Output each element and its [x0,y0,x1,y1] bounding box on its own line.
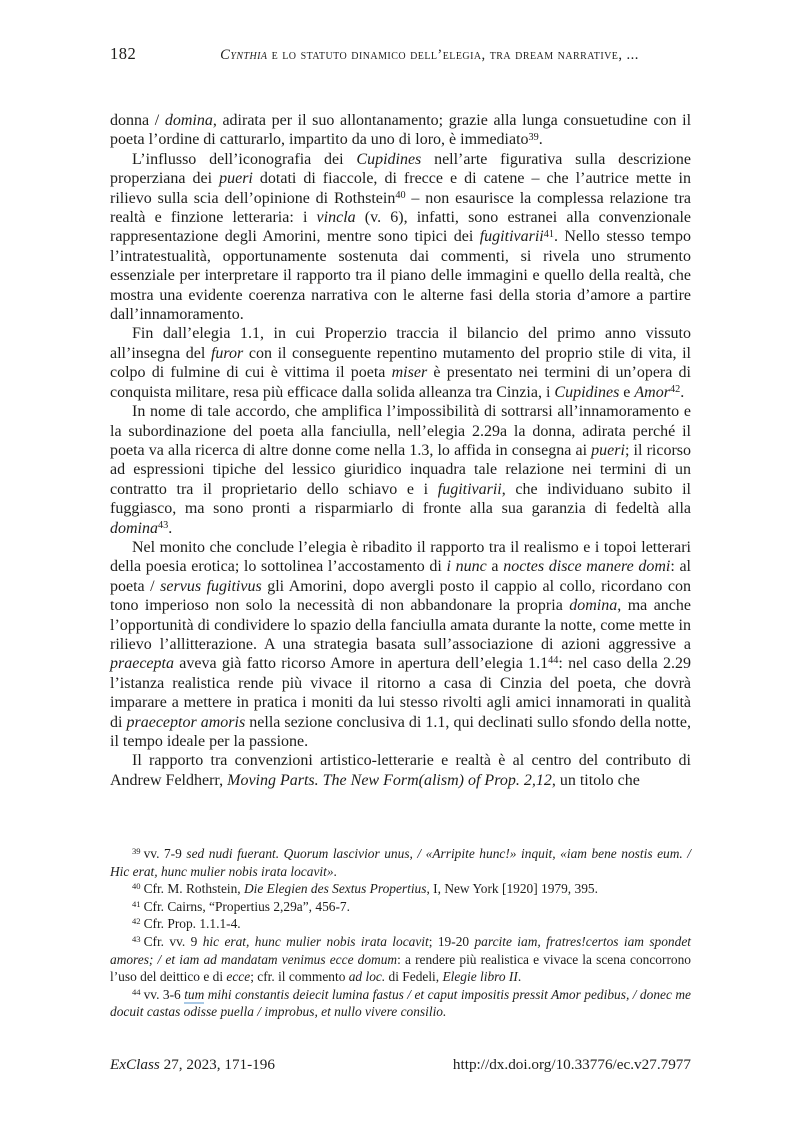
doi-text: http://dx.doi.org/10.33776/ec.v27.7977 [452,1056,691,1073]
footnote-number: 41 [132,898,141,909]
text-run: Cfr. Cairns, “Propertius 2,29a”, 456-7. [143,898,350,914]
italic-text-run: pueri [591,441,625,459]
italic-text-run: ExClass [110,1056,160,1073]
footnote [110,880,691,898]
text-run: 27, 2023, 171-196 [159,1056,275,1073]
footnote-ref: 42 [669,383,681,395]
page-header [110,44,691,64]
footnotes-section [110,845,691,1021]
text-run: . [538,131,543,149]
text-run: , un titolo che [551,771,640,789]
text-run: aveva già fatto ricorso Amore in apertura dell’elegia 1.1 [173,655,549,673]
italic-text-run: vincla [316,209,356,227]
text-run: Cfr. M. Rothstein, [143,881,244,897]
italic-text-run: mihi constantis deiecit lumina fastus / et caput impositis pressit Amor pedibus, / donec me docuit castas odisse puella / improbus, et nullo vivere consilio. [110,986,691,1020]
italic-text-run: i nunc [446,558,487,576]
italic-text-run: sed nudi fuerant. Quorum lascivior unus, / «Arripite hunc!» inquit, «iam bene nostis eum. / Hic erat, hunc mulier nobis irata locavit» [110,846,691,879]
italic-text-run: ad loc. [348,969,386,985]
footnote-number: 39 [132,845,141,856]
footnote [110,845,691,880]
text-run: . [333,863,337,879]
italic-text-run: parcite iam, fratres!certos iam spondet amores; / et iam ad mandatam venimus ecce domum [110,933,691,967]
paragraph [110,402,691,538]
text-run: nella sezione conclusiva di 1.1, qui declinati sullo sfondo della notte, il tempo ideale per la passione. [110,713,692,750]
text-run: Nel monito che conclude l’elegia è ribadito il rapporto tra il realismo e i topoi letterari della poesia erotica; lo sottolinea l’accostamento di [110,538,691,576]
footnote-ref: 44 [548,655,559,667]
paragraph [110,324,691,402]
footnote-number: 40 [132,881,141,892]
text-run: , I, New York [1920] 1979, 395. [426,881,598,897]
text-run: ; il ricorso ad espressioni tipiche del lessico giuridico inquadra tale relazione nei termini di un contratto tra il proprietario dello schiavo e i [110,441,692,498]
text-run: e [619,383,635,401]
text-run: , ma anche l’opportunità di condividere lo spazio della fanciulla amata durante la notte, come mette in rilievo l’allitterazione. A una strategia basata sull’associazione di azioni aggressive a [110,597,691,653]
text-run: , che individuano subito il fuggiasco, ma sono pronti a risparmiarlo di fronte alla sua garanzia di fedeltà alla [110,480,691,518]
italic-text-run: miser [391,364,428,382]
italic-text-run: domina [164,112,213,129]
italic-text-run: Die Elegien des Sextus Propertius [244,881,427,897]
footnote [110,915,691,933]
footnote-ref: 39 [528,131,539,143]
text-run: : a rendere più realistica e vivace la scena concorrono l’uso del deittico e di [110,951,691,985]
footnote [110,898,691,916]
italic-text-run: Cupidines [554,383,620,401]
running-title [168,47,691,64]
page-footer [110,1056,691,1074]
text-run: gli Amorini, dopo avergli posto il cappio al collo, ricordano con tono imperioso non solo la necessità di non abbandonare la propria [110,577,692,615]
footnote-number: 43 [132,933,141,944]
text-run: a [486,558,504,576]
text-run: ; cfr. il commento [250,969,349,985]
footnote-ref: 40 [395,189,406,201]
text-run: vv. 3-6 [143,986,185,1002]
text-run: , adirata per il suo allontanamento; grazie alla lunga consuetudine con il poeta l’ordine di catturarlo, impartito da uno di loro, è immediato [110,112,692,149]
footnote [110,933,691,986]
text-run: (v. 6), infatti, sono estranei alla convenzionale rappresentazione degli Amorini, mentre sono tipici dei [110,209,692,246]
italic-text-run: Cupidines [356,150,422,168]
text-run: Cfr. vv. 9 [143,933,203,949]
text-run: . [517,969,522,985]
italic-text-run: praecepta [110,655,174,673]
italic-text-run: pueri [219,170,253,188]
text-run: Il rapporto tra convenzioni artistico-letterarie e realtà è al centro del contributo di Andrew Feldherr, [110,752,691,789]
paragraph [110,538,691,751]
text-run: : nel caso della 2.29 l’istanza realistica rende più vivace il ritorno a casa di Cinzia del poeta, che dovrà imparare a mettere in pratica i moniti da lui stesso rivolti agli amici innamorati in qualità di [110,655,692,731]
footnote-number: 42 [132,916,141,927]
italic-text-run: furor [210,344,244,362]
footnote-ref: 41 [543,228,554,240]
italic-text-run: ecce [226,969,251,985]
main-text [110,111,691,790]
italic-text-run: Amor [634,383,670,401]
italic-text-run: Cynthia [220,47,268,63]
text-run: Fin dall’elegia 1.1, in cui Properzio traccia il bilancio del primo anno vissuto all’insegna del [110,325,691,362]
text-run: vv. 7-9 [143,846,187,861]
text-run: ; 19-20 [428,933,475,949]
text-run: e lo statuto dinamico dell’elegia, tra dream narrative, ... [267,47,639,63]
journal-citation [110,1056,275,1074]
text-run: . [168,519,173,537]
paragraph [110,150,691,325]
italic-text-run: noctes disce manere domi [503,558,671,576]
italic-text-run: Elegie libro II [442,969,518,985]
italic-text-run: servus fugitivus [160,577,262,595]
text-run: donna / [110,112,165,129]
text-run: dotati di fiaccole, di frecce e di catene – che l’autrice mette in rilievo sulla scia dell’opinione di Rothstein [110,170,691,207]
text-run: nell’arte figurativa sulla descrizione properziana dei [110,150,691,188]
italic-text-run: fugitivarii [437,480,502,498]
footnote-ref: 43 [158,519,169,531]
text-run: – non esaurisce la complessa relazione tra realtà e finzione letteraria: i [110,189,692,227]
page-number: 182 [110,44,137,63]
italic-text-run: praeceptor amoris [126,713,246,731]
footnote [110,986,691,1021]
text-run: L’influsso dell’iconografia dei [132,150,357,168]
text-run: In nome di tale accordo, che amplifica l’impossibilità di sottrarsi all’innamoramento e la subordinazione del poeta alla fanciulla, nell’elegia 2.29a la donna, adirata perché il poeta va alla ricerca di altre donne come nella 1.3, lo affida in consegna ai [110,403,691,459]
footnote-number: 44 [132,986,141,997]
paragraph [110,111,691,150]
text-run: di Fedeli, [385,969,443,985]
italic-text-run: Moving Parts. The New Form(alism) of Prop. 2,12 [227,771,552,789]
paragraph [110,751,691,790]
annotated-link-word[interactable]: tum [184,986,205,1002]
text-run: Cfr. Prop. 1.1.1-4. [143,916,241,932]
italic-text-run: fugitivarii [479,228,544,246]
text-run: . Nello stesso tempo l’intratestualità, opportunamente sostenuta dai commenti, si rivela uno strumento essenziale per interpretare il rapporto tra il piano delle immagini e quello della realtà, che mostra una evidente coerenza narrativa con le alterne fasi della storia d’amore a partire dall’innamoramento. [110,228,691,324]
italic-text-run: hic erat, hunc mulier nobis irata locavit [202,933,429,949]
text-run: è presentato nei termini di un’opera di conquista militare, resa più efficace dalla solida alleanza tra Cinzia, i [110,364,692,401]
italic-text-run: domina [110,519,158,537]
italic-text-run: domina [569,597,618,615]
text-run: : al poeta / [110,558,692,595]
text-run: . [680,383,685,401]
text-run: con il conseguente repentino mutamento del proprio stile di vita, il colpo di fulmine di cui è vittima il poeta [110,344,691,382]
